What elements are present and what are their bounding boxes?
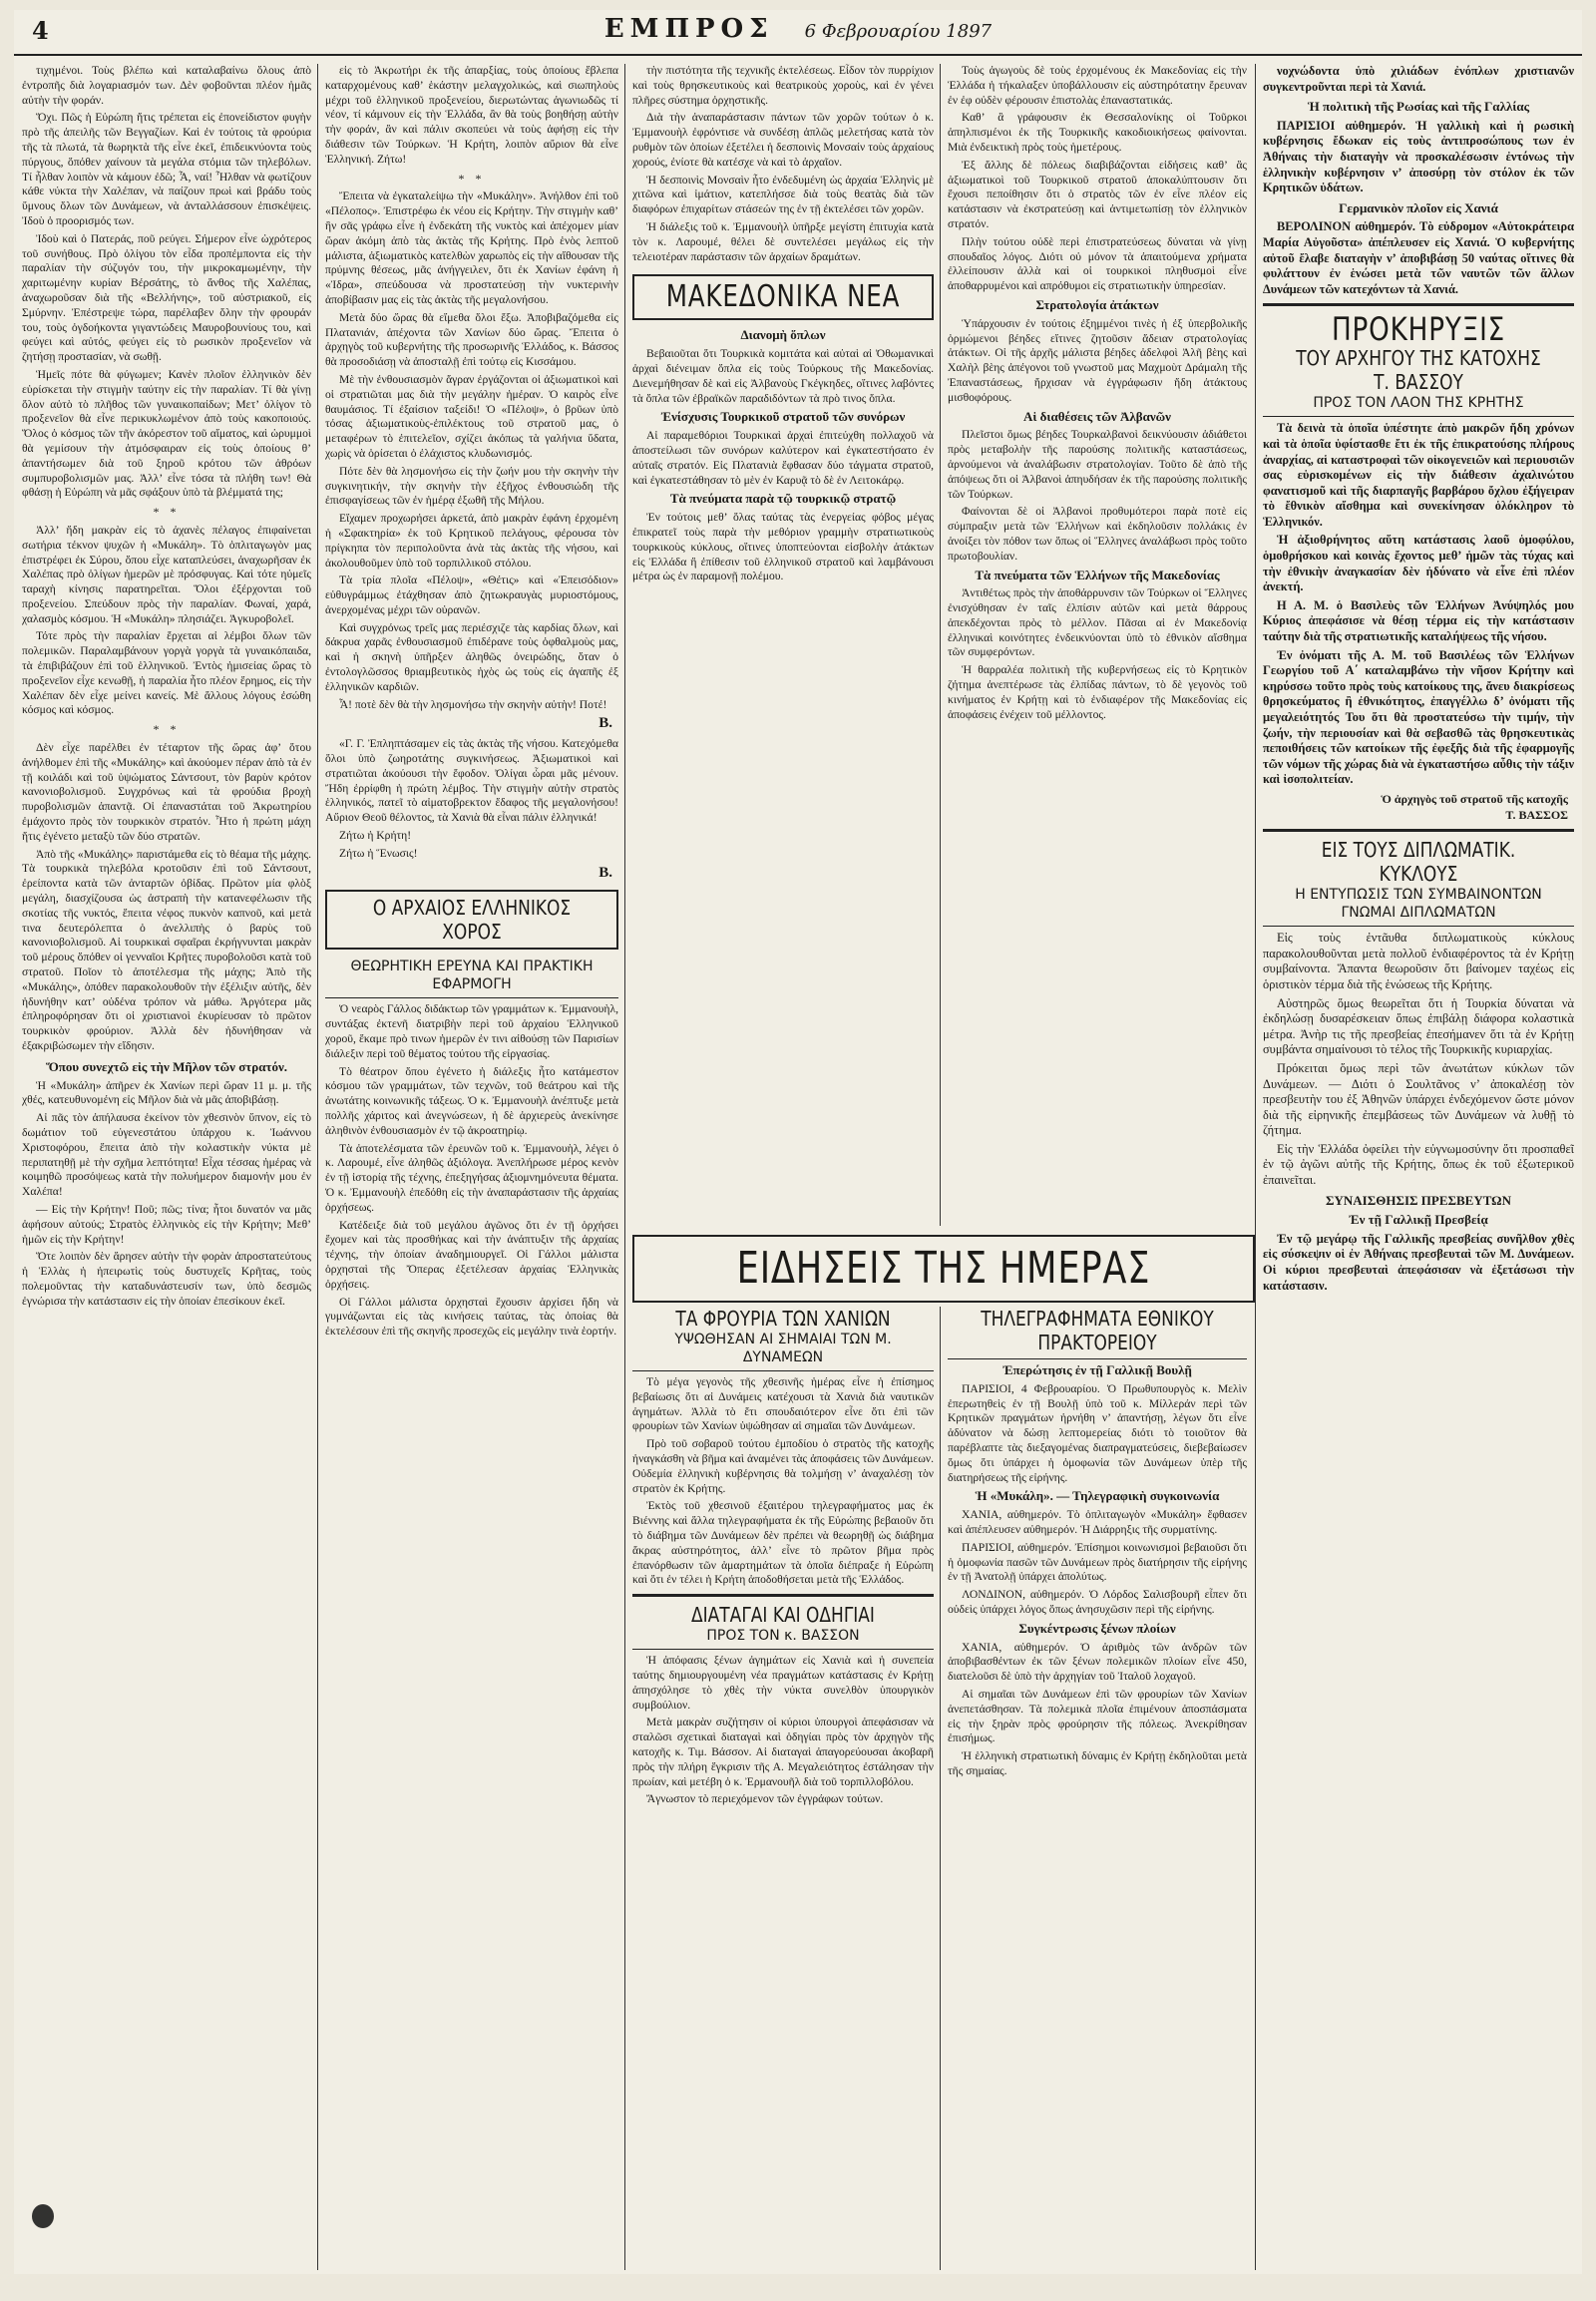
col1-paragraph: Ἀπὸ τῆς «Μυκάλης» παριστάμεθα εἰς τὸ θέαμα τῆς μάχης. Τὰ τουρκικὰ τηλεβόλα κροτοῦσιν ἐπὶ τοῦ Σάντσουτ, ἐρείποντα κατὰ τῶν ἀνταρτῶν ὀβίδας. Πρῶτον μία φλὸξ μεγάλη, διασχίζουσα ὡς ἀστραπὴ τὴν κατανεφέλωσιν τῆς σκοτίας τῆς νυκτός, ἔπειτα νέφος πυκνὸν καπνοῦ, καὶ μετὰ τινα δευτερόλεπτα ὁ ἀνελλιπὴς ὁ βαρὺς τοῦ κανονιοβολισμοῦ. Αἱ τουρκικαὶ σφαῖραι ἐκρήγνυνται μακρὰν τοῦ μέρους ὅπόθεν οἱ γενναῖοι Κρῆτες πυροβολοῦσι κατὰ τοῦ στρατοῦ. Ποῖον τὸ ἀποτέλεσμα τῆς μάχης; Ἀπὸ τῆς «Μυκάλης», ὁπόθεν παρακολουθοῦν τὴν ἐξέλιξιν αὐτῆς, δὲν ἠδυνήθην κατ’ οὐδένα τρόπον νὰ μάθω. Ἀργότερα μᾶς ἐπληροφόρησαν ὅτι οἱ χριστιανοὶ ἐκυρίευσαν τὸ πρῶτον τουρκικὸν φρούριον. Ἀλλὰ δὲν ἠδυνήθησαν νὰ ἐξακριβώσωμεν τὴν εἴδησιν. — [22, 847, 311, 1052]
divider — [632, 1649, 934, 1650]
subheadline-to-vassos: ΠΡΟΣ ΤΟΝ κ. ΒΑΣΣΟΝ — [706, 1628, 860, 1645]
col4-paragraph: Φαίνονται δὲ οἱ Ἀλβανοὶ προθυμότεροι παρὰ ποτὲ εἰς σύμπραξιν μετὰ τῶν Ἑλλήνων καὶ ἐκδηλοῦσιν πολλάκις ἐν ἀνοίξει τὸν πόθον των ὅπως οἱ Ἕλληνες ἀναλάβωσι πρὸς τοῦτο πρωτοβουλίαν. — [948, 505, 1247, 563]
divider — [948, 1358, 1247, 1359]
column-4 — [948, 64, 1247, 1226]
col1-paragraph: Ὅτε λοιπὸν δὲν ἄρησεν αὐτὴν τὴν φορὰν ἀπροστατεύτους ἡ Ἑλλὰς ἡ ἠπειρωτὶς τοὺς δυστυχεῖς Κρῆτας, τοὺς πολεμοῦντας τὴν καταδυνάστευσίν των, ὑπὸ δεσμῶς ἐγνώρισα τὴν κατάστασιν εἰς τὴν ὁποίαν ἐπεσίκουν ἐκεῖ. — [22, 1250, 311, 1308]
headline-box — [632, 274, 934, 320]
col4-paragraph: Τοὺς ἀγωγοὺς δὲ τοὺς ἐρχομένους ἐκ Μακεδονίας εἰς τὴν Ἑλλάδα ἡ τήκαλαξεν ὑποβάλλουσιν εἰς αὐστηρότατην ἔρευναν ἐν ἐφ οὐδὲν φέρουσιν ἐπιστολὰς ἐπαναστατικάς. — [948, 64, 1247, 107]
col4-subheading: Ἐπερώτησις ἐν τῇ Γαλλικῇ Βουλῇ — [1002, 1362, 1192, 1377]
signature: Β. — [598, 864, 612, 881]
signature: Β. — [598, 715, 612, 732]
col5-paragraph: Ἡ ἀξιοθρήνητος αὕτη κατάστασις λαοῦ ὁμοφύλου, ὁμοθρήσκου καὶ κοινὰς ἔχοντος μεθ’ ἡμῶν τὰς τύχας καὶ τὴν ἐθνικὴν ἀναγκασίαν δὲν ἠδύνατο νὰ εἶνε ἐπὶ πλέον ἀνεκτή. — [1263, 533, 1574, 594]
headline-diplomatic: ΕΙΣ ΤΟΥΣ ΔΙΠΛΩΜΑΤΙΚ. ΚΥΚΛΟΥΣ — [1321, 838, 1516, 887]
divider — [632, 1594, 934, 1597]
col2-paragraph: Ἆ! ποτὲ δὲν θὰ τὴν λησμονήσω τὴν σκηνὴν αὐτὴν! Ποτέ! — [339, 697, 607, 711]
section-separator: * * — [153, 505, 181, 520]
ink-blot — [32, 2204, 54, 2228]
col5-subheading: Ἡ πολιτικὴ τῆς Ρωσίας καὶ τῆς Γαλλίας — [1307, 99, 1530, 115]
col1-paragraph: Ἡ «Μυκάλη» ἀπῆρεν ἐκ Χανίων περὶ ὥραν 11 μ. μ. τῆς χθές, κατευθυνομένη εἰς Μῆλον διὰ νὰ μᾶς ἀποβιβάσῃ. — [22, 1078, 311, 1107]
col1-paragraph: Ἡμεῖς πότε θὰ φύγωμεν; Κανὲν πλοῖον ἑλληνικὸν δὲν εὑρίσκεται τὴν στιγμὴν ταύτην εἰς τὴν παραλίαν. Τί θὰ γίνῃ ὅλον αὐτὸ τὸ πλῆθος τῶν γυναικοπαίδων; Μετ’ ὀλίγον τὸ προξενεῖον θὰ εἶνε περικυκλωμένον ἀπὸ τοὺς κακοποιούς. Ὅλος ὁ κόσμος τῶν τῆν ἀκόρεστον τοῦ αἵματος, καὶ ὠρυμμοὶ θὰ γεμίσουν τὴν ἀτμόσφαιραν εἰς τοὺς ὁποίους θ’ ἀπαντήσωμεν διὰ τοῦ ξηροῦ κρότου τῶν ἀθρόων συμπυροβολισμῶν μας. Ἀλλ’ εἶνε τόσα τὰ πλήθη των! Θὰ φθάσῃ ἡ Εὐρώπη νὰ μᾶς σφάξουν ὑπὸ τὰ βλέμματά της; — [22, 367, 311, 500]
col5-paragraph: Η Α. Μ. ὁ Βασιλεὺς τῶν Ἑλλήνων Ἀνύψηλός μου Κύριος ἀπεφάσισε νὰ θέσῃ τέρμα εἰς τὴν κατάστασιν ταύτην διὰ τῆς στρατιωτικῆς καταλήψεως τῆς νήσου. — [1263, 597, 1574, 644]
divider — [325, 997, 618, 998]
col1-paragraph: τιχημένοι. Τοὺς βλέπω καὶ καταλαβαίνω ὅλους ἀπὸ ἐντροπῆς διὰ λογαριασμόν των. Δὲν φοβοῦνται πλέον ἡμᾶς αὐτὴν τὴν φοράν. — [22, 64, 311, 107]
col2-paragraph: Τὰ τρία πλοῖα «Πέλοψ», «Θέτις» καὶ «Ἐπεισόδιον» εὐθυγράμμως ἐτάχθησαν ἀπὸ ζητωκραυγὰς μυριοστόμους, ἀνερχομένας μέχρι τῶν οὐρανῶν. — [325, 574, 618, 616]
col2-paragraph: «Γ. Γ. Ἐπληπτάσαμεν εἰς τὰς ἀκτὰς τῆς νήσου. Κατεχόμεθα ὅλοι ὑπὸ ζωηροτάτης συγκινήσεως. Ἀξιωματικοὶ καὶ στρατιῶται ἀκούουσι τὴν ἔφοδον. Ὀλίγαι ὧραι μᾶς μένουν. Ἤδη ἐρρίφθη ἡ πρώτη λέμβος. Τὴν στιγμὴν αὐτὴν στρατὸς ἑλληνικός, πατεῖ τὸ αἱματοβρεκτον ἔδαφος τῆς μεγαλονήσου! Αὔριον Θεοῦ θέλοντος, τὰ Χανιὰ θὰ εἶναι πάλιν ἑλληνικά! — [325, 737, 618, 825]
col2-paragraph: Μὲ τὴν ἐνθουσιασμὸν ἄγραν ἐργάζονται οἱ ἀξιωματικοὶ καὶ οἱ στρατιῶται μας διὰ τὴν μεγάλην ἡμέραν. Ὁ καιρὸς εἶνε θαυμάσιος. Τί ἐξαίσιον ταξείδι! Ὁ «Πέλοψ», ὁ βρῦων ὑπὸ τόσας ἀξιωματικοὺς-ἐπιλέκτους τοῦ στρατοῦ μας, ὁ μεταφέρων τὸ ἐπιτελεῖον, σχίζει ἀκόπως τὰ γαλήνια ὕδατα, χωρὶς νὰ ὁρίσεται ὁ ἐλάχιστος κλυδωνισμός. — [325, 372, 618, 460]
col2-paragraph: Ἔπειτα νὰ ἐγκαταλείψω τὴν «Μυκάλην». Ἀνήλθον ἐπὶ τοῦ «Πέλοπος». Ἐπιστρέφω ἐκ νέου εἰς Κρήτην. Τὴν στιγμὴν καθ’ ἣν σᾶς γράφω εἶνε ἡ ἐνδεκάτη τῆς νυκτὸς καὶ ἀπέχομεν μίαν ὥραν ἀκόμη ἀπὸ τὰς ἀκτὰς τῆς Κρήτης. Πρὸ ἑνὸς λεπτοῦ μάλιστα, ἀξιωματικὸς κατελθὼν χαρωπὸς εἰς τὴν αἴθουσαν τῆς πρύμνης θέσεως, μᾶς ἀνήγγειλεν, ὅτι ἐκ Χανίων ἐφάνη ἡ «Ἰδρα», σπεύδουσα νὰ προστατεύσῃ τὴν νυκτερινὴν ἀποβίβασιν μας εἰς τὰς ἀκτὰς τῆς μεγαλονήσου. — [325, 190, 618, 306]
col3-paragraph: Πρὸ τοῦ σοβαροῦ τούτου ἐμποδίου ὁ στρατὸς τῆς κατοχῆς ἠναγκάσθη νὰ βῆμα καὶ ἀναμένει τὰς ἀποφάσεις τῶν Δυνάμεων. Οὐδεμία ἑλληνικὴ κυβέρνησις θὰ τολμήσῃ ν’ ἀναχαλέσῃ τὸν στρατὸν ἐκ Κρήτης. — [632, 1437, 934, 1495]
col4-paragraph: Πλεῖστοι ὅμως βέηδες Τουρκαλβανοὶ δεικνύουσιν ἀδιάθετοι πρὸς μεταβολὴν τῆς παρούσης πολιτικῆς καταστάσεως, ἀρνούμενοι νὰ ἀναλάβωσιν στρατολογίαν. Τοῦτο δὲ ἀπὸ τῆς ἀπόψεως ὅτι οἱ Ἀλβανοὶ ἀπηυδήσαν ἐκ τῆς παρούσης πολιτικῆς τῶν Τούρκων. — [948, 428, 1247, 501]
col3-paragraph: Ἡ δεσποινὶς Μονσαὶν ἦτο ἐνδεδυμένη ὡς ἀρχαία Ἑλληνὶς μὲ χιτῶνα καὶ ἱμάτιον, κατεπλήσσε διὰ τοὺς θεατὰς διὰ τῶν διαφόρων ἐπιχαρίτων στάσεών της ἐν τῇ ἐκτελέσει τῶν χορῶν. — [632, 173, 934, 216]
col2-paragraph: Ζήτω ἡ Ἕνωσις! — [339, 846, 418, 860]
col4-subheading: Αἱ διαθέσεις τῶν Ἀλβανῶν — [1023, 408, 1171, 424]
telegram-item: ΧΑΝΙΑ, αὐθημερόν. Ὁ ἀριθμὸς τῶν ἀνδρῶν τῶν ἀποβιβασθέντων ἐκ τῶν ξένων πολεμικῶν πλοίων εἶνε 450, διατελοῦσι δὲ ὑπὸ τὴν ἀρχηγίαν τοῦ Ἰταλοῦ λοχαγοῦ. — [948, 1640, 1247, 1684]
col1-subheading: Ὅπου συνεχτῶ εἰς τὴν Μῆλον τῶν στρατόν. — [45, 1058, 288, 1074]
masthead — [14, 10, 1582, 56]
col2-paragraph: Πότε δὲν θὰ λησμονήσω εἰς τὴν ζωήν μου τὴν σκηνὴν τὴν συγκινητικήν, τὴν σκηνὴν τὴν ἐξῆχος ἐνθουσιώδη τῆς ἐπισφαγίσεως τῶν ἐν ἡμέρᾳ ἐξωθῆ τῆς Μήλου. — [325, 464, 618, 508]
col3-paragraph: Ἡ διάλεξις τοῦ κ. Ἐμμανουὴλ ὑπῆρξε μεγίστη ἐπιτυχία κατὰ τὸν κ. Λαρουμέ, θέλει δὲ συντελέσει μεγάλως εἰς τὴν τελειοτέραν παράστασιν τῶν ἀρχαίων δραμάτων. — [632, 219, 934, 263]
section-separator: * * — [458, 171, 486, 186]
col2-paragraph: εἰς τὸ Ἀκρωτήρι ἐκ τῆς ἀπαρξίας, τοὺς ὁποίους ἔβλεπα καταρχομένους καθ’ ἑκάστην μελαγχολικώς, καὶ σιωπηλοὺς μέχρι τοῦ ἑλληνικοῦ προξενείου, διερωτώντας ἀγωνιωδῶς τί νέον, τί κάμνουν εἰς τὴν Ἑλλάδα, ἂν θὰ τοὺς βοηθήσῃ αὐτὴν τὴν φοράν, ἂν καὶ πάλιν σκοπεύει νὰ τοὺς ἀφήσῃ εἰς τὴν διάθεσιν τῶν Τούρκων. Ἡ Κρήτη, λοιπὸν αὔριον θὰ εἶνε Ἑλληνική. Ζήτω! — [325, 64, 618, 166]
col4-subheading: Ἡ «Μυκάλη». — Τηλεγραφικὴ συγκοινωνία — [975, 1488, 1220, 1504]
col4-subheading: Τὰ πνεύματα τῶν Ἑλλήνων τῆς Μακεδονίας — [975, 567, 1220, 582]
col2-paragraph: Οἱ Γάλλοι μάλιστα ὀρχησταὶ ἔχουσιν ἀρχίσει ἤδη νὰ γυμνάζωνται εἰς τὰς κινήσεις ταύτας, τὰς ὁποίας θὰ ἐκτελέσουν ἐπὶ τῆς σκηνῆς προσεχῶς εἰς μεγάλην τινὰ ἑορτήν. — [325, 1295, 618, 1339]
news-of-the-day-banner: ΕΙΔΗΣΕΙΣ ΤΗΣ ΗΜΕΡΑΣ — [736, 1243, 1151, 1294]
col5-subheading: Ἐν τῇ Γαλλικῇ Πρεσβείᾳ — [1349, 1212, 1488, 1228]
col3-paragraph: Ἐν τούτοις μεθ’ ὅλας ταύτας τὰς ἐνεργείας φόβος μέγας ἐπικρατεῖ τοὺς παρὰ τὴν μεθόριον γραμμὴν στρατιωτικοὺς τουρκικοὺς κύκλους, οἵτινες ὑποπτεύονται εἰσβολὴν ἀτάκτων εἰς Ἑλλάδα ἢ ἐπίθεσιν τοῦ ἑλληνικοῦ στρατοῦ καὶ λαμβάνουσι μέτρα ὡς ἐν παραμονῇ πολέμου. — [632, 511, 934, 583]
col1-paragraph: — Εἰς τὴν Κρήτην! Ποῦ; πῶς; τίνα; ἦτοι δυνατόν να μᾶς ἀφήσουν αὐτούς; Στρατὸς ἑλληνικὸς εἰς τὴν Κρήτην; Μεθ’ ἡμῶν εἰς τὴν Κρήτην! — [22, 1202, 311, 1246]
col2-paragraph: Ζήτω ἡ Κρήτη! — [339, 829, 412, 843]
divider — [1263, 829, 1574, 832]
col1-paragraph: Ὅχι. Πῶς ἡ Εὐρώπη ἤτις τρέπεται εἰς ἐπονείδιστον φυγὴν πρὸ τῆς ἀπειλῆς τῶν Βεγγαζίων. Καὶ ἐν τούτοις τὰ φρούρια τῆς τὰ πλωτά, τὰ θωρηκτὰ τῆς εἶνε ἐκεῖ, ἐπιδεικνύοντα τοὺς πύργους, ὅπόθεν χαίνουν τὰ μεγάλα στόμια τῶν τηλεβόλων. Τί ἦλθαν λοιπὸν νὰ κάμουν ἐδῶ; Ἆ, ναί! Ἦλθαν νὰ φωτίζουν κάθε νύκτα τὴν Χαλέπαν, νὰ παίζουν πρωὶ καὶ βράδυ τοὺς ὕμνους ὅλων τῶν Δυνάμεων, νὰ ἀνταλλάσσουν ἐπισκέψεις. Ἰδοὺ ὁ προορισμός των. — [22, 111, 311, 227]
col3-paragraph: τὴν πιστότητα τῆς τεχνικῆς ἐκτελέσεως. Εἶδον τὸν πυρρίχιον καὶ τοὺς θρησκευτικοὺς καὶ θεατρικοὺς χοροὺς, καὶ ἐν γένει πλῆρες σύστημα ὀρχηστικῆς. — [632, 64, 934, 107]
col5-paragraph: νοχνώδοντα ὑπὸ χιλιάδων ἐνόπλων χριστιανῶν συγκεντροῦνται περὶ τὰ Χανιά. — [1263, 64, 1574, 94]
proclamation-signature: Ὁ ἀρχηγὸς τοῦ στρατοῦ τῆς κατοχῆς Τ. ΒΑΣΣΟΣ — [1381, 791, 1568, 822]
col4-paragraph: Πλὴν τούτου οὐδὲ περὶ ἐπιστρατεύσεως δύναται νὰ γίνῃ σπουδαῖος λόγος. Διότι οὐ μόνον τὰ ἀπαιτούμενα χρήματα ἐλλείπουσιν ἀλλὰ καὶ οἱ τουρκικοὶ πληθυσμοὶ εἶνε ἀποθαρρυμένοι καὶ απρόθυμοι εἰς στρατιωτικὴν ὑπηρεσίαν. — [948, 234, 1247, 293]
col5-paragraph: ΒΕΡΟΛΙΝΟΝ αὐθημερόν. Τὸ εὐδρομον «Αὐτοκράτειρα Μαρία Αὐγοῦστα» ἀπέπλευσεν εἰς Χανιά. Ὁ κυβερνήτης αὐτοῦ ἔλαβε διαταγὴν ν’ ἀποβιβάσῃ 50 ναύτας οἵτινες θὰ φυλάττουν ἐν ἑνώσει μετὰ τῶν ναυτῶν τῶν ἄλλων Δυνάμεων τῶν κατεχόντων τὰ Χανιά. — [1263, 219, 1574, 296]
col4-paragraph: Ἀντιθέτως πρὸς τὴν ἀποθάρρυνσιν τῶν Τούρκων οἱ Ἕλληνες ἐνισχύθησαν ἐν ταῖς ἐλπίσιν αὐτῶν καὶ μετὰ θάρρους ἀπεκδέχονται πρὸς τὸ μέλλον. Πᾶσαι αἱ ἐν Μακεδονίᾳ ἐλληνικαὶ κοινότητες ἐνδεικνύονται ὑπὸ τὸ ἐθνικὸν αἴσθημα τῶν συμφερόντων. — [948, 586, 1247, 659]
headline-orders: ΔΙΑΤΑΓΑΙ ΚΑΙ ΟΔΗΓΙΑΙ — [691, 1603, 875, 1628]
column-5 — [1263, 64, 1574, 2270]
col1-paragraph: Δὲν εἶχε παρέλθει ἐν τέταρτον τῆς ὥρας ἀφ’ ὅτου ἀνήλθομεν ἐπὶ τῆς «Μυκάλης» καὶ ἀκούομεν πέραν ἀπὸ τὰ ἐν τῇ κοιλάδι καὶ τοῦ ὑψώματος Σάντσουτ, τὸν βαρὺν κρότον κανονιοβολισμοῦ. Συγχρόνως καὶ τὰ φρούδια βροχὴ πυροβολισμῶν ἀπαντᾷ. Οἱ ἐπαναστάται τοῦ Ἀκρωτηρίου ἐμάχοντο πρὸς τὸν τουρκικὸν στρατόν. Ἦτο ἡ πρώτη μάχη ἥτις ἐγένετο μεταξὺ τῶν δύο στρατῶν. — [22, 741, 311, 843]
col4-paragraph: Ὑπάρχουσιν ἐν τούτοις ἐξημμένοι τινὲς ἡ ἐξ ὑπερβολικῆς ὁρμώμενοι βέηδες εἴτινες ζητοῦσιν ἄδειαν στρατολογίας ἀτάκτων. Οἱ τῆς ἀρχῆς μάλιστα βέηδες ἀδελφοὶ Ἀλῆ βὲης καὶ Χαλὴλ βὲης ἀπέγονοι τοῦ γνωστοῦ μας Μαχμοὺτ Δράμαλη τῆς Ἐπαναστάσεως, ἤρχισαν νὰ ἐγγράφωσιν ἤδη ἀτάκτους μισθοφόρους. — [948, 316, 1247, 404]
col2-paragraph: Εἴχαμεν προχωρήσει ἀρκετά, ἀπὸ μακρὰν ἐφάνη ἐρχομένη ἡ «Σφακτηρία» ἐκ τοῦ Κρητικοῦ πελάγους, φέρουσα τὸν πρίγκηπα τὸν περιπολοῦντα ἀνὰ τὰς ἀκτὰς τῆς νήσου, καὶ ἀκολουθοῦμεν ὑπὸ τοῦ τορπιλλικοῦ στόλου. — [325, 512, 618, 570]
col5-paragraph: Τὰ δεινὰ τὰ ὁποῖα ὑπέστητε ἀπὸ μακρῶν ἤδη χρόνων καὶ τὰ ὁποῖα ὑφίστασθε ἔτι ἐκ τῆς ἐπικρατούσης πλήρους ἀναρχίας, αἱ καταστροφαὶ τῶν οἰκογενειῶν καὶ περιουσιῶν σας εὑρισκομένων εἰς τὴν διάθεσιν ἀχαλινώτου φανατισμοῦ καὶ τῆς διαρπαγῆς βαρβάρου ὄχλου ἐξήγειραν τὸ ἔθνικὸν αἴσθημα καὶ συνεκίνησαν ὁλόκληρον τὸ Ἑλληνικόν. — [1263, 421, 1574, 529]
subheadline-impression: Η ΕΝΤΥΠΩΣΙΣ ΤΩΝ ΣΥΜΒΑΙΝΟΝΤΩΝ — [1295, 887, 1542, 904]
col5-paragraph: Πρόκειται ὅμως περὶ τῶν ἀνωτάτων κύκλων τῶν Δυνάμεων. — Διότι ὁ Σουλτᾶνος ν’ ἀποκαλέσῃ τὸν πρεσβευτὴν του ἐξ Ἀθηνῶν ὑπάρχει ἐνδεχόμενον ὥστε μόνον διὰ τῆς εἰρηνικῆς ἐπεμβάσεως τῶν Δυνάμεων νὰ λυθῇ τὸ ζήτημα. — [1263, 1060, 1574, 1138]
col3-paragraph: Ἐκτὸς τοῦ χθεσινοῦ ἐξαιτέρου τηλεγραφήματος μας ἐκ Βιέννης καὶ ἄλλα τηλεγραφήματα ἐκ τῆς Εὐρώπης βεβαιοῦν ὅτι τὸ διάβημα τῶν Δυνάμεων δὲν πρέπει νὰ θεωρηθῇ ὡς διάβημα ἄκρας αὐστηρότητος, ἀλλ’ εἶνε τὸ πρῶτον βῆμα πρὸς ἐπανόρθωσιν τῶν ἁμαρτημάτων τὰ ὁποῖα διέπραξε ἡ Εὐρώπη καὶ ὅτι ἐν τέλει ἡ Κρήτη ἀποδοθήσεται μετὰ τῆς Ἑλλάδος. — [632, 1499, 934, 1587]
col3-subheading: Τὰ πνεύματα παρὰ τῷ τουρκικῷ στρατῷ — [669, 491, 897, 507]
newspaper-title: ΕΜΠΡΟΣ — [603, 14, 774, 44]
col3-paragraph: Αἱ παραμεθόριοι Τουρκικαὶ ἀρχαὶ ἐπιτεύχθη πολλαχοῦ νὰ ἀποστείλωσι τῶν συνόρων καλύτερον καὶ ἐγκατεστήσατο ἐν αὐταῖς στρατόν. Εἰς Πλατανιὰ ἔφθασαν δύο τάγματα στρατοῦ, καὶ ἐγκατεστάθησαν τὸ μὲν ἐν Καρυᾷ τὸ δὲ ἐν Λειτοκάρῳ. — [632, 429, 934, 487]
col4-paragraph: Καθ’ ἃ γράφουσιν ἐκ Θεσσαλονίκης οἱ Τοῦρκοι ἀπηλπισμένοι ἐκ τῆς Τουρκικῆς κακοδιοικήσεως φαίνονται. Μιὰ ἐνδεικτικὴ πρὸς τοὺς ἡμετέρους. — [948, 111, 1247, 154]
headline-ancient-dance: Ο ΑΡΧΑΙΟΣ ΕΛΛΗΝΙΚΟΣ ΧΟΡΟΣ — [372, 896, 572, 945]
headline-proclamation-2: ΤΟΥ ΑΡΧΗΓΟΥ ΤΗΣ ΚΑΤΟΧΗΣ — [1296, 346, 1541, 371]
col4-paragraph: Ἐξ ἄλλης δὲ πόλεως διαβιβάζονται εἰδήσεις καθ’ ἃς ἀξιωματικοὶ τοῦ Τουρκικοῦ στρατοῦ ἀποκαλύπτουσιν ὅτι ἔχουσι πεποίθησιν ὅτι ὁ στρατὸς τῶν ἐν εἶνε πλέον εἰς κατάστασιν νὰ ἐκστρατεύσῃ καὶ ἀντιμετωπίσῃ τὸν ἑλληνικὸν στρατόν. — [948, 158, 1247, 230]
col3-paragraph: Βεβαιοῦται ὅτι Τουρκικὰ κομιτάτα καὶ αὐταὶ αἱ Ὀθωμανικαὶ ἀρχαὶ διένειμαν ὅπλα εἰς τοὺς Τούρκους τῆς Μακεδονίας. Διενεμήθησαν δὲ καὶ εἰς Ἀλβανοὺς Γκέγκηδες, οἵτινες λαβόντες τὰ ὅπλα τῶν ἐβραϊκῶν παραδιδόντων τὰ πρὸ τινος ὅπλα. — [632, 347, 934, 405]
col5-paragraph: Εἰς τὴν Ἑλλάδα ὀφείλει τὴν εὐγνωμοσύνην ὅτι προσπαθεῖ ἐν τῷ ἀγῶνι αὐτῆς τῆς Κρήτης, ὅπως ἐκ τοῦ ἐξωτερικοῦ ἐπαινεῖται. — [1263, 1141, 1574, 1188]
col5-subheading: Γερμανικὸν πλοῖον εἰς Χανιά — [1339, 199, 1498, 215]
column-divider — [940, 1307, 941, 2270]
col3-subheading: Ἐνίσχυσις Τουρκικοῦ στρατοῦ τῶν συνόρων — [660, 409, 906, 425]
col5-paragraph: Αὐστηρῶς ὅμως θεωρεῖται ὅτι ἡ Τουρκία δύναται νὰ ἐκδηλώσῃ δυσαρέσκειαν ὅπως ἐπιβάλῃ διάφορα κολαστικὰ μέτρα. Ἀνὴρ τις τῆς πρεσβείας ἐπεσήμανεν ὅτι τὰ ἐν Κρήτῃ συμβάντα σημαίνουσι τὸ τέλος τῆς Τουρκικῆς κυριαρχίας. — [1263, 995, 1574, 1057]
headline-proclamation-4: ΠΡΟΣ ΤΟΝ ΛΑΟΝ ΤΗΣ ΚΡΗΤΗΣ — [1313, 395, 1524, 412]
telegram-item: ΠΑΡΙΣΙΟΙ, 4 Φεβρουαρίου. Ὁ Πρωθυπουργὸς κ. Μελὶν ἐπερωτηθεὶς ἐν τῇ Βουλῇ ὑπὸ τοῦ κ. Μίλλεράν περὶ τῶν Κρητικῶν πραγμάτων ἠρνήθη ν’ ἀπαντήσῃ, λέγων ὅτι εἶνε ἀδύνατον νὰ δώσῃ λεπτομερείας διότι τὸ τοιοῦτον θὰ παρέβλαπτε τὰς διεξαγομένας διαπραγματεύσεις, διεβεβαίωσεν ὅμως ὅτι ὑπάρχει ἡ ὁμοφωνία τῶν Δυνάμεων ὑπὲρ τῆς διατηρήσεως τῆς εἰρήνης. — [948, 1381, 1247, 1484]
col3-paragraph: Διὰ τὴν ἀναπαράστασιν πάντων τῶν χορῶν τούτων ὁ κ. Ἐμμανουὴλ ἐφρόντισε νὰ συνδέσῃ ἁπλῶς μελετήσας κατὰ τὸν ρυθμὸν τῶν ὁποίων ἐξετέλει ἡ δεσποινὶς Μονσαίν τοὺς ἀρχαίους χορούς, ἐνίοτε θὰ κατέσχε νὰ καὶ τὸ ἀρχαῖον. — [632, 111, 934, 169]
column-1 — [22, 64, 311, 2270]
news-banner-box — [632, 1235, 1255, 1303]
masthead-title-row — [14, 14, 1582, 44]
divider — [632, 1370, 934, 1371]
col4-paragraph: Ἡ θαρραλέα πολιτικὴ τῆς κυβερνήσεως εἰς τὸ Κρητικὸν ζήτημα ἀνεπτέρωσε τὰς ἐλπίδας πάντων, τὸ δὲ γεγονὸς τοῦ κινήματος ἐν Κρήτῃ καὶ τὸ ἐνδιαφέρον τῆς Μακεδονίας εἰς ἀποφάσεις ἐνέχειν τοῦ μέλλοντος. — [948, 663, 1247, 721]
col1-paragraph: Ἀλλ’ ἤδη μακρὰν εἰς τὸ ἀχανὲς πέλαγος ἐπιφαίνεται σωτήρια τέκνον ψυχῶν ἡ «Μυκάλη». Τὸ ὁπλιταγωγὸν μας ἐπιστρέφει ἐκ Σύρου, ὅπου εἶχε καταπλεύσει, ἀναχωρῆσαν ἐκ Χαλέπας πρὸ ὀλίγων ἡμερῶν μὲ πρόσφυγας. Καὶ τότε ηὐμεῖς ταραχὴ κίνησις παρατηρεῖται. Ὅλοι ἐξέρχονται τοῦ προξενείου. Σπεύδουν πρὸς τὴν παραλίαν. Φωναί, χαρά, χαλασμὸς κόσμου. Ἡ «Μυκάλη» πλησιάζει. Ἀγκυροβολεῖ. — [22, 523, 311, 625]
newspaper-page — [14, 10, 1582, 2274]
col5-paragraph: Ἐν τῷ μεγάρῳ τῆς Γαλλικῆς πρεσβείας συνῆλθον χθὲς εἰς σύσκεψιν οἱ ἐν Ἀθήναις πρεσβευταὶ τῶν Μ. Δυνάμεων. Οἱ κύριοι πρεσβευταὶ ἀπεφάσισαν νὰ ἐξετάσωσι τὴν κατάστασιν. — [1263, 1231, 1574, 1293]
col2-paragraph: Τὰ ἀποτελέσματα τῶν ἐρευνῶν τοῦ κ. Ἐμμανουὴλ, λέγει ὁ κ. Λαρουμέ, εἶνε ἀληθῶς ἀξιόλογα. Ἀνεπλήρωσε μέρος κενὸν ἐν τῇ ἱστορίᾳ τῆς τέχνης, ἐπεξηγήσας ἀξιομνημόνευτα θέματα. Ὁ κ. Ἐμμανουὴλ ἐπεδόθη εἰς τὴν ἀναπαράστασιν τῆς ἀρχαίας ὀρχήσεως. — [325, 1141, 618, 1214]
col4-subheading: Στρατολογία ἀτάκτων — [1035, 296, 1159, 312]
column-3-lower — [632, 1307, 934, 2270]
col2-paragraph: Τὸ θέατρον ὅπου ἐγένετο ἡ διάλεξις ἦτο κατάμεστον κόσμου τῶν γραμμάτων, τῶν τεχνῶν, τοῦ θεάτρου καὶ τῆς ἀνωτάτης κοινωνικῆς τάξεως. Ὁ κ. Ἐμμανουὴλ ἀνέπτυξε μετὰ πολλῆς χάριτος καὶ ἀνεγνώσεων, ἡ δὲ ἀρχιερεὺς ἀνεκίνησε ἀληθινὸν ἐνθουσιασμὸν ἐν τῷ ἀκροατηρίῳ. — [325, 1064, 618, 1137]
headline-proclamation-3: Τ. ΒΑΣΣΟΥ — [1374, 370, 1463, 395]
col3-paragraph: Τὸ μέγα γεγονὸς τῆς χθεσινῆς ἡμέρας εἶνε ἡ ἐπίσημος βεβαίωσις ὅτι αἱ Δυνάμεις κατέχουσι τὰ Χανιὰ διὰ ναυτικῶν ἀγημάτων. Ἀλλὰ τὸ ἔτι σπουδαιότερον εἶνε ὅτι ἐπὶ τῶν φρουρίων τῶν Χανίων ὑψώθησαν αἱ σημαῖαι τῶν Δυνάμεων. — [632, 1375, 934, 1433]
subheadline-research: ΘΕΩΡΗΤΙΚΗ ΕΡΕΥΝΑ ΚΑΙ ΠΡΑΚΤΙΚΗ ΕΦΑΡΜΟΓΗ — [350, 959, 594, 993]
telegram-item: ΧΑΝΙΑ, αὐθημερόν. Τὸ ὁπλιταγωγὸν «Μυκάλη» ἔφθασεν καὶ ἀπέπλευσεν αὐθημερόν. Ἡ Διάρρηξις τῆς συρματίνης. — [948, 1508, 1247, 1536]
col2-paragraph: Κατέδειξε διὰ τοῦ μεγάλου ἀγῶνος ὅτι ἐν τῇ ὀρχήσει ἔχομεν καὶ τὰς προσθήκας καὶ τὴν ἀνάπτυξιν τῆς ἀρχαίας τέχνης, τὴν ὁποίαν ἀναδημιουργεῖ. Οἱ Γάλλοι μάλιστα ὀρχησταὶ τῆς Ὄπερας ἐξετέλεσαν ἀρχαίας Ἑλληνικὰς ὀρχήσεις. — [325, 1218, 618, 1291]
column-divider — [940, 64, 941, 1226]
col5-paragraph: Εἰς τοὺς ἐντᾶυθα διπλωματικοὺς κύκλους παρακολουθοῦνται μετὰ πολλοῦ ἐνδιαφέροντος τὰ ἐν Κρήτῃ συμβαίνοντα. Ἅπαντα θεωροῦσιν ὅτι βαίνομεν ταχέως εἰς ὁριστικὸν τέρμα διὰ τῆς ἑνώσεως τῆς Κρήτης. — [1263, 931, 1574, 991]
column-divider — [624, 64, 625, 2270]
col1-paragraph: Αἱ πᾶς τὸν ἀπήλαυσα ἐκείνον τὸν χθεσινὸν ὕπνον, εἰς τὸ δωμάτιον τοῦ εὐγενεστάτου ὑπάρχου κ. Ἰωάννου Χριστοφόρου, ἔπειτα ἀπὸ τὴν κολαστικὴν νύκτα μὲ περιπατηθῇ μὲ τὴν σχῆμα λεπτότητα! Εἶχα τέσσας ἡμέρας νὰ κοιμηθῶ προσόψεως κατὰ τὴν πολυήμερον διαμονήν μου ἐν Χαλέπα! — [22, 1111, 311, 1199]
col2-paragraph: Καὶ συγχρόνως τρεῖς μας περιέσχιζε τὰς καρδίας ὅλων, καὶ δάκρυα χαρᾶς ἐνθουσιασμοῦ ἐπιδέρανε τοὺς ὀφθαλμοὺς μας, καὶ ἡ σκηνὴ ὑπῆρξεν ἀληθῶς ὀνειρώδης, ὅταν ὁ ἐντολογλῶσσος θριαμβευτικὸς ἡχὸς ὡς τοὺς εἰς ἀγαπῆς ἐξ ἑλληνικῶν καρδιῶν. — [325, 620, 618, 693]
col4-subheading: Συγκέντρωσις ξένων πλοίων — [1018, 1620, 1176, 1636]
column-4-lower — [948, 1307, 1247, 2270]
col3-paragraph: Ἄγνωστον τὸ περιεχόμενον τῶν ἐγγράφων τούτων. — [646, 1792, 884, 1806]
col2-paragraph: Ὁ νεαρὸς Γάλλος διδάκτωρ τῶν γραμμάτων κ. Ἐμμανουὴλ, συντάξας ἐκτενῆ διατριβὴν περὶ τοῦ ἀρχαίου Ἑλληνικοῦ χοροῦ, ἔκαμε πρὸ τινων ἡμερῶν ἐν τινι αἰθούσῃ τῶν Παρισίων διάλεξιν περὶ τοῦ θέματος τούτου τῆς εἰργασίας. — [325, 1002, 618, 1060]
col3-subheading: Διανομὴ ὅπλων — [740, 327, 826, 343]
col1-paragraph: Τότε πρὸς τὴν παραλίαν ἔρχεται αἱ λέμβοι ὅλων τῶν πολεμικῶν. Παραλαμβάνουν γοργὰ γοργὰ τὰ γυναικόπαιδα, τὰ ἐπιβιβάζουν ἐπὶ τοῦ ἑλληνικοῦ. Ἐντὸς ἡμισείας ὥρας τὸ προξενεῖον εἶχε κενωθῇ, ἡ παραλία ἦτο πλέον ἔρημος, εἰς τὴν Χαλέπαν δὲν εἶχε μείνει κανείς. Μὲ ἄλλους λόγους ἐσώθη κόσμος καὶ κόσμος. — [22, 629, 311, 717]
subheadline-flags: ΥΨΩΘΗΣΑΝ ΑΙ ΣΗΜΑΙΑΙ ΤΩΝ Μ. ΔΥΝΑΜΕΩΝ — [674, 1332, 892, 1365]
col3-paragraph: Μετὰ μακρὰν συζήτησιν οἱ κύριοι ὑπουργοὶ ἀπεφάσισαν νὰ σταλῶσι σχετικαὶ διαταγαὶ καὶ ὁδηγίαι πρὸς τὸν ἀρχηγὸν τῆς κατοχῆς κ. Τιμ. Βάσσον. Αἱ διαταγαὶ ἀπαγορεύουσαι ἀκοβαρῆ πρὸς τὴν πλήρη ἔγκρισιν τῆς Α. Μεγαλειότητος ἐστάλησαν τὴν πρωίαν, καὶ μετέβη ὁ κ. Ἐρμανουῆλ διὰ τοῦ τορπιλλοβόλου. — [632, 1716, 934, 1788]
col2-paragraph: Μετὰ δύο ὥρας θὰ εἴμεθα ὅλοι ἔξω. Ἀποβιβαζόμεθα εἰς Πλατανιάν, ἀπέχοντα τῶν Χανίων δύο ὥρας. Ἔπειτα ὁ ἀρχηγὸς τοῦ κυβερνήτης τῆς προσωρινῆς Ἑλλάδος, κ. Βάσσος θὰ προσοδιάσῃ νὰ ἀποσταλῇ ἐπὶ τούτῳ εἰς Κισσάμου. — [325, 310, 618, 369]
headline-macedonia: ΜΑΚΕΔΟΝΙΚΑ ΝΕΑ — [665, 279, 901, 315]
col5-paragraph: Ἐν ὀνόματι τῆς Α. Μ. τοῦ Βασιλέως τῶν Ἑλλήνων Γεωργίου τοῦ Α΄ καταλαμβάνω τὴν νῆσον Κρήτην καὶ κηρύσσω τοῦτο πρὸς τοὺς κατοίκους της, ἄνευ διακρίσεως θρησκεύματος ἢ ἐθνικότητος, ἐπαγγέλλω δ’ ὀνόματι τῆς μεγαλειότητός Του ὅτι θὰ προστατεύσω τὴν τιμήν, τὴν ζωήν, τὴν περιουσίαν καὶ θὰ σεβασθῶ τὰς θρησκευτικὰς πεποιθήσεις τῶν κατοίκων τῆς ἐφεξῆς διὰ τῆς ἐφαρμογῆς τῶν νόμων τῆς χώρας διὰ νὰ ἐγκαταστήσω αὖθις τὴν τάξιν καὶ ἰσοπολιτείαν. — [1263, 647, 1574, 787]
subheadline-opinions: ΓΝΩΜΑΙ ΔΙΠΛΩΜΑΤΩΝ — [1341, 905, 1496, 922]
col5-paragraph: ΠΑΡΙΣΙΟΙ αὐθημερόν. Ἡ γαλλικὴ καὶ ἡ ρωσικὴ κυβέρνησις ἔδωκαν εἰς τοὺς ἀντιπροσώπους των ἐν Ἀθήναις τὴν διαταγὴν νὰ προσκαλέσωσιν ἐντόνως τὴν ἑλληνικὴν κυβέρνησιν ν’ ἀποσύρῃ τὸν στόλον ἐκ τῶν Κρητικῶν ὑδάτων. — [1263, 118, 1574, 195]
divider — [1263, 416, 1574, 417]
headline-telegrams: ΤΗΛΕΓΡΑΦΗΜΑΤΑ ΕΘΝΙΚΟΥ ΠΡΑΚΤΟΡΕΙΟΥ — [981, 1307, 1214, 1354]
divider — [1263, 303, 1574, 306]
headline-box — [325, 890, 618, 950]
column-divider — [317, 64, 318, 2270]
telegram-item: Ἡ ἑλληνικὴ στρατιωτικὴ δύναμις ἐν Κρήτῃ ἐκδηλοῦται μετὰ τῆς σημαίας. — [948, 1749, 1247, 1777]
col1-paragraph: Ἰδοὺ καὶ ὁ Πατεράς, ποῦ ρεύγει. Σήμερον εἶνε ὡχρότερος τοῦ συνήθους. Πρὸ ὀλίγου τὸν εἶδα προπέμποντα εἰς τὴν παραλίαν τὴν σύζυγόν του, τὴν μικροκαμωμένην, τὴν χαριτωμένην κυρίαν Βέρσάτης, τὸ ἄνθος τῆς Χαλέπας, ἀναχωροῦσαν διὰ τῆς «Βελλήνης», τοῦ αὐστριακοῦ, εἰς Σμύρνην. Ἐπέστρεψε τώρα, παρέλαβεν ὅλην τὴν φρουράν του, τοὺς ὀγδοήκοντα γιγαντώδεις Μαυροβουνίους του, καὶ φεύγει καὶ αὐτός, φεύγει εἰς τὸ ρωσικὸν προξενεῖον νὰ ζητήσῃ προστασίαν, νὰ σωθῇ. — [22, 231, 311, 364]
column-2 — [325, 64, 618, 2270]
section-separator: * * — [153, 722, 181, 737]
divider — [1263, 926, 1574, 927]
col5-subheading: ΣΥΝΑΙΣΘΗΣΙΣ ΠΡΕΣΒΕΥΤΩΝ — [1326, 1192, 1511, 1208]
issue-date: 6 Φεβρουαρίου 1897 — [804, 21, 993, 42]
headline-proclamation: ΠΡΟΚΗΡΥΞΙΣ — [1331, 310, 1506, 349]
col3-paragraph: Ἡ ἀπόφασις ξένων ἀγημάτων εἰς Χανιὰ καὶ ἡ συνεπεία ταύτης δημιουργουμένη νέα πραγμάτων κατάστασις ἐν Κρήτῃ ἀπησχόλησε τὸ χθὲς τὴν νύκτα συνελθὸν ὑπουργικὸν συμβούλιον. — [632, 1654, 934, 1712]
column-divider — [1255, 64, 1256, 2270]
telegram-item: ΛΟΝΔΙΝΟΝ, αὐθημερόν. Ὁ Λόρδος Σαλισβουρῆ εἶπεν ὅτι οὐδεὶς ὑπάρχει λόγος ὅπως ἀνησυχῶσιν περὶ τῆς εἰρήνης. — [948, 1588, 1247, 1616]
telegram-item: Αἱ σημαῖαι τῶν Δυνάμεων ἐπὶ τῶν φρουρίων τῶν Χανίων ἀνεπετάσθησαν. Τὰ πολεμικὰ πλοῖα ἐπιμένουν ἀποσπάσματα εἰς τὴν ξηρὰν πρὸς φρούρησιν τῆς πόλεως. Ἀνεκρίθησαν ἐπισήμως. — [948, 1687, 1247, 1745]
page-number: 4 — [32, 16, 49, 45]
headline-forts: ΤΑ ΦΡΟΥΡΙΑ ΤΩΝ ΧΑΝΙΩΝ — [675, 1307, 891, 1331]
telegram-item: ΠΑΡΙΣΙΟΙ, αὐθημερόν. Ἐπίσημοι κοινωνισμοὶ βεβαιοῦσι ὅτι ἡ ὁμοφωνία πασῶν τῶν Δυνάμεων πρὸς διατήρησιν τῆς εἰρήνης ἐν τῇ Ἀνατολῇ ὑπάρχει ἀπολύτως. — [948, 1540, 1247, 1584]
